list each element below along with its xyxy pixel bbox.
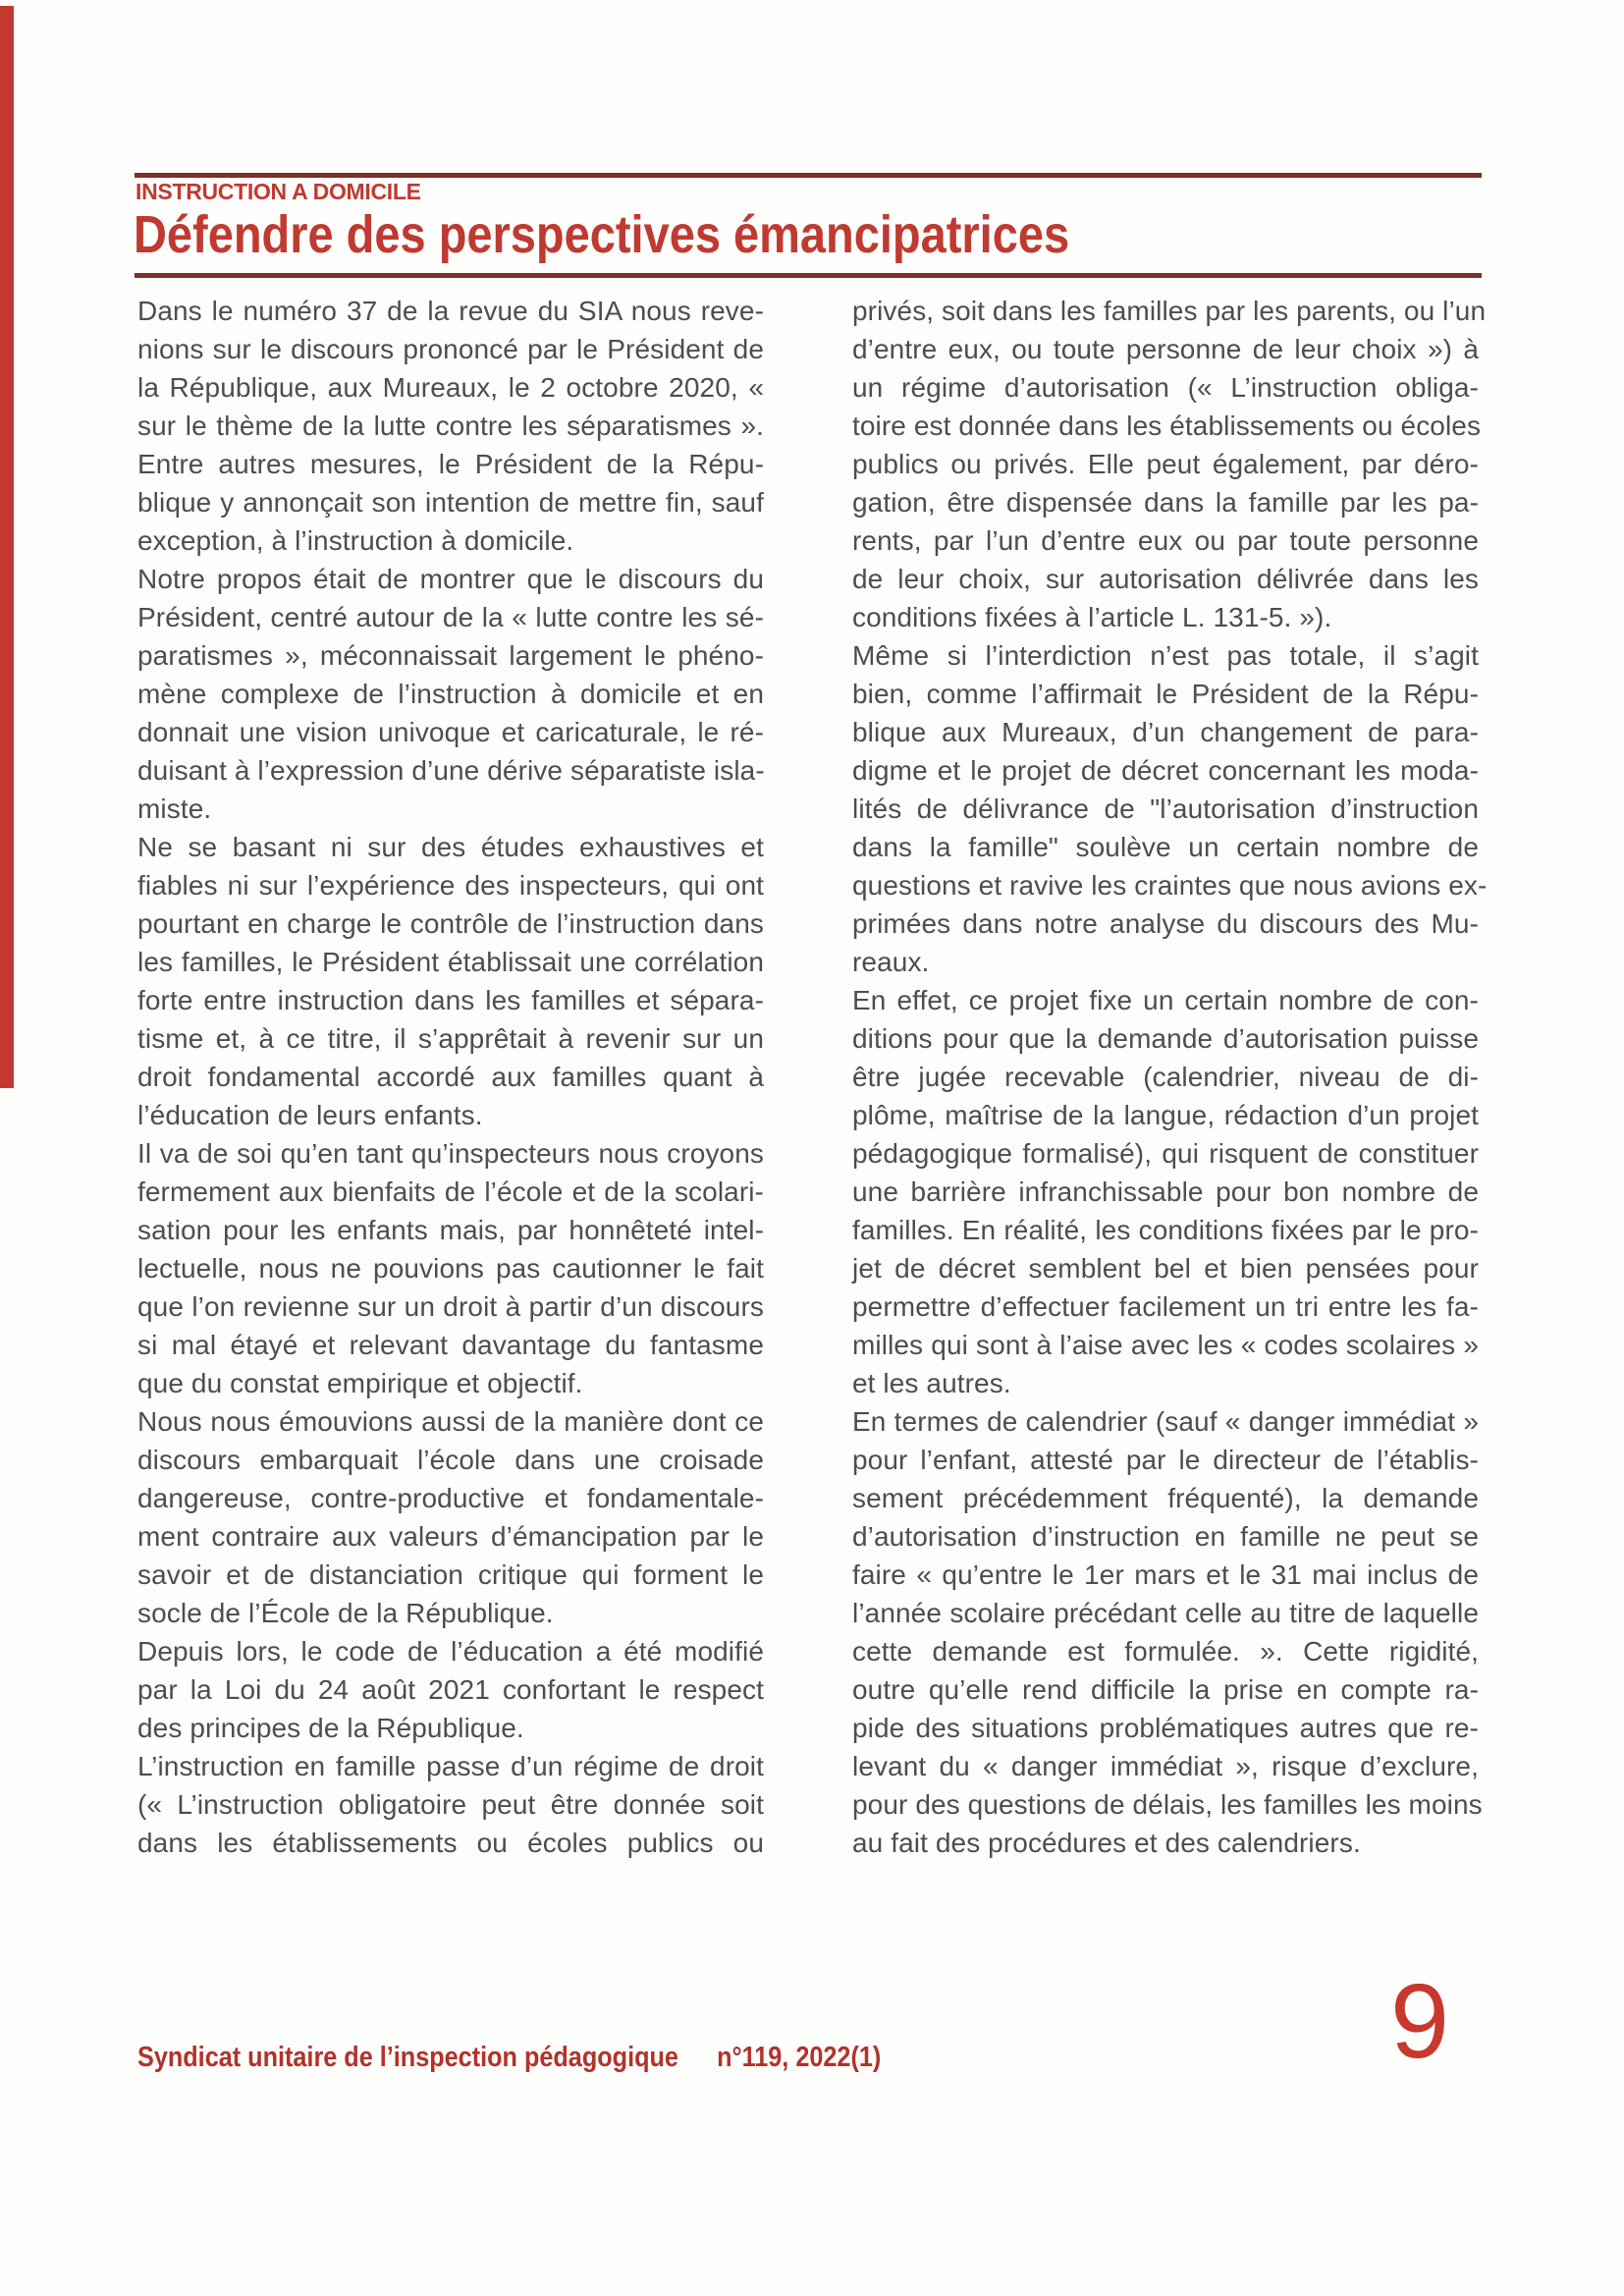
text-line: L’instruction en famille passe d’un régime de droit: [137, 1751, 764, 1781]
text-line: dans la famille" soulève un certain nombre de: [852, 832, 1479, 862]
text-line: questions et ravive les craintes que nous avions ex-: [852, 870, 1488, 901]
header-bottom-rule: [135, 273, 1482, 278]
text-line: rents, par l’un d’entre eux ou par toute personne: [852, 525, 1479, 556]
text-line: paratismes », méconnaissait largement le phéno-: [137, 640, 764, 671]
text-line: fiables ni sur l’expérience des inspecteurs, qui ont: [137, 870, 764, 901]
text-line: Dans le numéro 37 de la revue du SIA nous reve-: [137, 296, 764, 326]
text-line: l’éducation de leurs enfants.: [137, 1100, 483, 1130]
text-line: une barrière infranchissable pour bon nombre de: [852, 1176, 1479, 1207]
text-line: digme et le projet de décret concernant les moda-: [852, 755, 1479, 786]
text-line: pourtant en charge le contrôle de l’instruction dans: [137, 908, 764, 939]
text-line: Nous nous émouvions aussi de la manière dont ce: [137, 1406, 764, 1437]
text-line: primées dans notre analyse du discours des Mu-: [852, 908, 1479, 939]
text-line: que du constat empirique et objectif.: [137, 1368, 583, 1398]
text-line: droit fondamental accordé aux familles quant à: [137, 1062, 764, 1092]
text-line: (« L’instruction obligatoire peut être donnée soit: [137, 1789, 764, 1820]
text-line: dans les établissements ou écoles publics ou: [137, 1828, 764, 1858]
article-title: Défendre des perspectives émancipatrices: [134, 205, 1070, 264]
text-line: toire est donnée dans les établissements ou écoles: [852, 410, 1482, 441]
article-kicker: INSTRUCTION A DOMICILE: [135, 179, 421, 204]
text-line: privés, soit dans les familles par les parents, ou l’un: [852, 296, 1487, 326]
text-line: d’autorisation d’instruction en famille ne peut se: [852, 1521, 1479, 1552]
issue-number: n°119, 2022(1): [717, 2042, 882, 2073]
text-line: Président, centré autour de la « lutte contre les sé-: [137, 602, 764, 632]
text-line: pédagogique formalisé), qui risquent de constituer: [852, 1138, 1479, 1169]
text-line: conditions fixées à l’article L. 131-5. »).: [852, 602, 1332, 632]
text-line: tisme et, à ce titre, il s’apprêtait à revenir sur un: [137, 1023, 764, 1054]
text-line: exception, à l’instruction à domicile.: [137, 525, 574, 556]
text-line: permettre d’effectuer facilement un tri entre les fa-: [852, 1291, 1479, 1322]
text-line: de leur choix, sur autorisation délivrée dans les: [852, 564, 1479, 594]
publication-name: Syndicat unitaire de l’inspection pédagogique: [137, 2042, 678, 2073]
text-line: bien, comme l’affirmait le Président de la Répu-: [852, 679, 1479, 709]
text-line: mène complexe de l’instruction à domicile et en: [137, 679, 764, 709]
text-line: milles qui sont à l’aise avec les « codes scolaires »: [852, 1330, 1479, 1360]
text-line: pide des situations problématiques autres que re-: [852, 1713, 1479, 1743]
text-line: faire « qu’entre le 1er mars et le 31 mai inclus de: [852, 1559, 1479, 1590]
text-line: levant du « danger immédiat », risque d’exclure,: [852, 1751, 1479, 1781]
text-line: Ne se basant ni sur des études exhaustives et: [137, 832, 764, 862]
text-line: nions sur le discours prononcé par le Président de: [137, 334, 764, 364]
text-line: si mal étayé et relevant davantage du fantasme: [137, 1330, 764, 1360]
text-line: sation pour les enfants mais, par honnêteté intel-: [137, 1215, 764, 1245]
text-line: et les autres.: [852, 1368, 1011, 1398]
text-line: discours embarquait l’école dans une croisade: [137, 1445, 764, 1475]
text-line: Notre propos était de montrer que le discours du: [137, 564, 764, 594]
text-line: par la Loi du 24 août 2021 confortant le respect: [137, 1674, 764, 1705]
text-line: donnait une vision univoque et caricaturale, le ré-: [137, 717, 764, 747]
left-red-bar: [0, 6, 14, 1088]
text-line: lectuelle, nous ne pouvions pas cautionner le fait: [137, 1253, 764, 1284]
text-line: ment contraire aux valeurs d’émancipation par le: [137, 1521, 764, 1552]
text-line: dangereuse, contre-productive et fondamentale-: [137, 1483, 764, 1513]
text-line: publics ou privés. Elle peut également, par déro-: [852, 449, 1479, 479]
text-line: reaux.: [852, 947, 930, 977]
text-line: gation, être dispensée dans la famille par les pa-: [852, 487, 1479, 518]
text-line: des principes de la République.: [137, 1713, 524, 1743]
text-line: Entre autres mesures, le Président de la Répu-: [137, 449, 764, 479]
text-line: lités de délivrance de "l’autorisation d’instruction: [852, 793, 1479, 824]
text-line: En termes de calendrier (sauf « danger immédiat »: [852, 1406, 1479, 1437]
text-line: pour l’enfant, attesté par le directeur de l’établis-: [852, 1445, 1479, 1475]
page-number: 9: [1390, 1961, 1450, 2080]
text-line: Il va de soi qu’en tant qu’inspecteurs nous croyons: [137, 1138, 764, 1169]
text-line: familles. En réalité, les conditions fixées par le pro-: [852, 1215, 1479, 1245]
text-line: savoir et de distanciation critique qui forment le: [137, 1559, 764, 1590]
text-line: la République, aux Mureaux, le 2 octobre 2020, «: [137, 372, 764, 403]
text-line: Même si l’interdiction n’est pas totale, il s’agit: [852, 640, 1479, 671]
right-column: [852, 292, 1488, 1862]
text-line: blique y annonçait son intention de mettre fin, sauf: [137, 487, 764, 518]
text-line: sement précédemment fréquenté), la demande: [852, 1483, 1479, 1513]
text-line: être jugée recevable (calendrier, niveau de di-: [852, 1062, 1479, 1092]
text-line: En effet, ce projet fixe un certain nombre de con-: [852, 985, 1479, 1015]
text-line: sur le thème de la lutte contre les séparatismes ».: [137, 410, 764, 441]
text-line: forte entre instruction dans les familles et sépara-: [137, 985, 764, 1015]
text-line: cette demande est formulée. ». Cette rigidité,: [852, 1636, 1479, 1667]
article-body: [137, 292, 1488, 1862]
text-line: socle de l’École de la République.: [137, 1598, 554, 1628]
text-line: ditions pour que la demande d’autorisation puisse: [852, 1023, 1479, 1054]
header-top-rule: [135, 173, 1482, 178]
text-line: les familles, le Président établissait une corrélation: [137, 947, 764, 977]
text-line: l’année scolaire précédant celle au titre de laquelle: [852, 1598, 1479, 1628]
text-line: miste.: [137, 793, 212, 824]
text-line: blique aux Mureaux, d’un changement de para-: [852, 717, 1479, 747]
text-line: un régime d’autorisation (« L’instruction obliga-: [852, 372, 1479, 403]
text-line: duisant à l’expression d’une dérive séparatiste isla-: [137, 755, 765, 786]
text-line: outre qu’elle rend difficile la prise en compte ra-: [852, 1674, 1479, 1705]
text-line: d’entre eux, ou toute personne de leur choix ») à: [852, 334, 1479, 364]
text-line: au fait des procédures et des calendriers.: [852, 1828, 1361, 1858]
text-line: que l’on revienne sur un droit à partir d’un discours: [137, 1291, 764, 1322]
text-line: Depuis lors, le code de l’éducation a été modifié: [137, 1636, 764, 1667]
text-line: jet de décret semblent bel et bien pensées pour: [852, 1253, 1479, 1284]
text-line: plôme, maîtrise de la langue, rédaction d’un projet: [852, 1100, 1479, 1130]
text-line: pour des questions de délais, les familles les moins: [852, 1789, 1483, 1820]
text-line: fermement aux bienfaits de l’école et de la scolari-: [137, 1176, 764, 1207]
footer: [137, 2042, 881, 2074]
left-column: [137, 292, 764, 1862]
